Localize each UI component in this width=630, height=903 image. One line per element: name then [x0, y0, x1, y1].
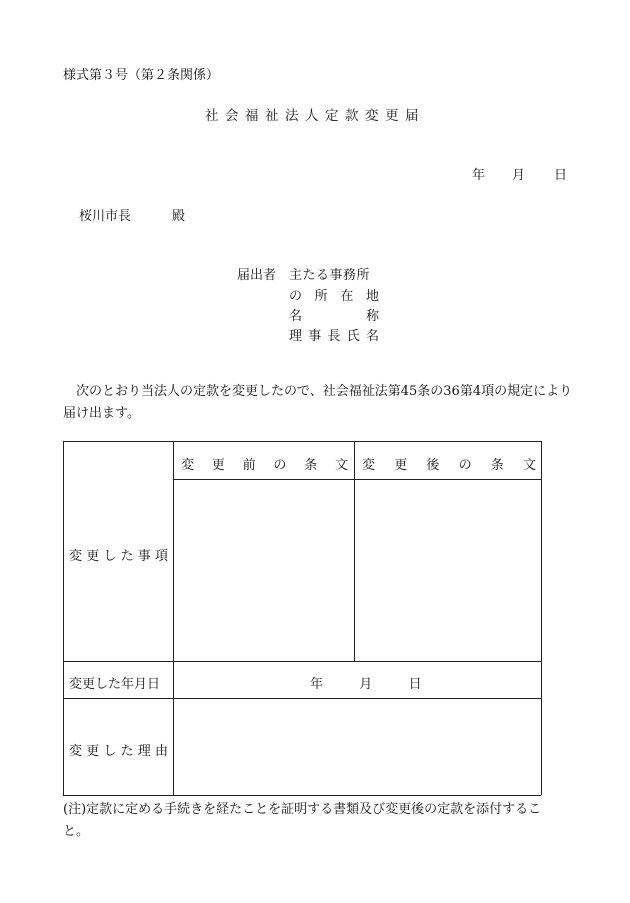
row-label-change-reason	[69, 740, 168, 759]
notifier-location-label	[289, 285, 379, 304]
after-text-cell[interactable]	[355, 480, 541, 661]
notifier-location-char: 地	[365, 289, 379, 304]
column-header-char: 文	[522, 458, 536, 473]
row-label-char: 変	[69, 744, 83, 759]
change-date-month: 月	[359, 677, 373, 692]
change-reason-cell[interactable]	[174, 699, 541, 795]
notifier-label: 届出者	[237, 268, 277, 283]
change-date-field[interactable]	[310, 673, 422, 692]
notifier-office-label: 主たる事務所	[289, 268, 371, 283]
column-header-char: 更	[211, 458, 225, 473]
row-label-char: た	[120, 744, 134, 759]
recipient-name: 桜川市長	[79, 209, 132, 224]
column-header-char: 文	[334, 458, 348, 473]
row-label-char: 変	[69, 549, 83, 564]
notifier-chairman-char: 名	[365, 329, 379, 344]
notifier-name-char: 名	[289, 309, 303, 324]
change-date-year: 年	[310, 677, 324, 692]
column-header-char: 前	[242, 458, 256, 473]
row-label-changed-items	[69, 545, 168, 564]
row-label-char: 更	[86, 744, 100, 759]
notifier-chairman-label	[289, 325, 379, 344]
notifier-chairman-char: 長	[327, 329, 341, 344]
table-border-top	[63, 441, 541, 442]
column-header-char: 変	[362, 458, 376, 473]
date-year-label: 年	[472, 168, 486, 183]
notifier-name-label	[289, 305, 379, 324]
recipient-honorific: 殿	[172, 209, 186, 224]
column-header-char: の	[458, 458, 472, 473]
notifier-name-char: 称	[365, 309, 379, 324]
note-text: (注)定款に定める手続きを経たことを証明する書類及び変更後の定款を添付すること。	[63, 802, 542, 839]
row-label-char: 更	[86, 549, 100, 564]
row-label-char: し	[103, 744, 117, 759]
notifier-chairman-char: 氏	[346, 329, 360, 344]
notifier-location-char: 所	[314, 289, 328, 304]
table-border-right	[541, 441, 542, 795]
body-paragraph: 次のとおり当法人の定款を変更したので、社会福祉法第45条の36第4項の規定により届け出ます。	[63, 384, 573, 421]
change-date-day: 日	[408, 677, 422, 692]
before-text-cell[interactable]	[174, 480, 354, 661]
column-header-char: の	[273, 458, 287, 473]
column-header-char: 更	[394, 458, 408, 473]
row-label-char: 由	[154, 744, 168, 759]
notifier-location-char: 在	[340, 289, 354, 304]
date-month-label: 月	[512, 168, 526, 183]
table-row-divider	[63, 661, 541, 662]
column-header-before	[181, 454, 348, 473]
table-border-bottom	[63, 795, 541, 796]
document-title: 社会福祉法人定款変更届	[205, 108, 425, 124]
column-header-char: 変	[181, 458, 195, 473]
form-number: 様式第３号（第２条関係）	[63, 68, 220, 83]
row-label-char: 項	[154, 549, 168, 564]
notifier-chairman-char: 理	[289, 329, 303, 344]
notifier-location-char: の	[289, 289, 303, 304]
row-label-char: た	[120, 549, 134, 564]
row-label-char: 理	[137, 744, 151, 759]
column-header-char: 後	[426, 458, 440, 473]
column-header-after	[362, 454, 536, 473]
date-day-label: 日	[554, 168, 568, 183]
notifier-chairman-char: 事	[308, 329, 322, 344]
table-border-left	[63, 441, 64, 795]
column-header-char: 条	[490, 458, 504, 473]
row-label-change-date: 変更した年月日	[69, 677, 161, 692]
column-header-char: 条	[304, 458, 318, 473]
row-label-char: 事	[137, 549, 151, 564]
row-label-char: し	[103, 549, 117, 564]
